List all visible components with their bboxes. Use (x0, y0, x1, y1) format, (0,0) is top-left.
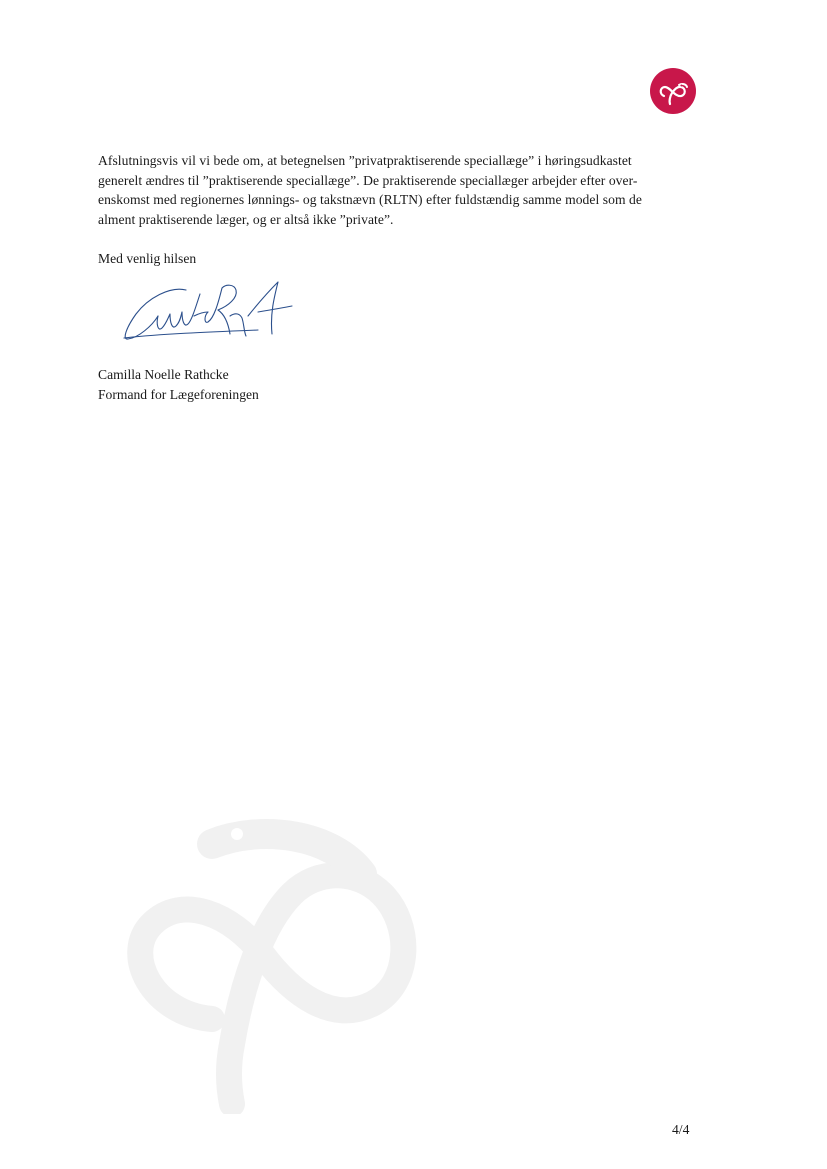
signatory-name: Camilla Noelle Rathcke (98, 367, 229, 382)
body-paragraph (98, 151, 722, 229)
body-line: generelt ændres til ”praktiserende speciallæge”. De praktiserende speciallæger arbejder efter over- (98, 172, 638, 188)
laegeforeningen-logo-icon (650, 68, 696, 114)
signature-icon (118, 276, 298, 344)
body-line: alment praktiserende læger, og er altså ikke ”private”. (98, 211, 394, 227)
body-line: enskomst med regionernes lønnings- og takstnævn (RLTN) efter fuldstændig samme model som de (98, 192, 642, 207)
closing-greeting: Med venlig hilsen (98, 251, 197, 266)
page-number: 4/4 (672, 1122, 690, 1137)
signatory-title: Formand for Lægeforeningen (98, 386, 259, 402)
snake-watermark-icon (92, 814, 438, 1114)
body-line: Afslutningsvis vil vi bede om, at betegnelsen ”privatpraktiserende speciallæge” i høringsudkastet (98, 153, 632, 168)
signatory-block (98, 365, 259, 404)
